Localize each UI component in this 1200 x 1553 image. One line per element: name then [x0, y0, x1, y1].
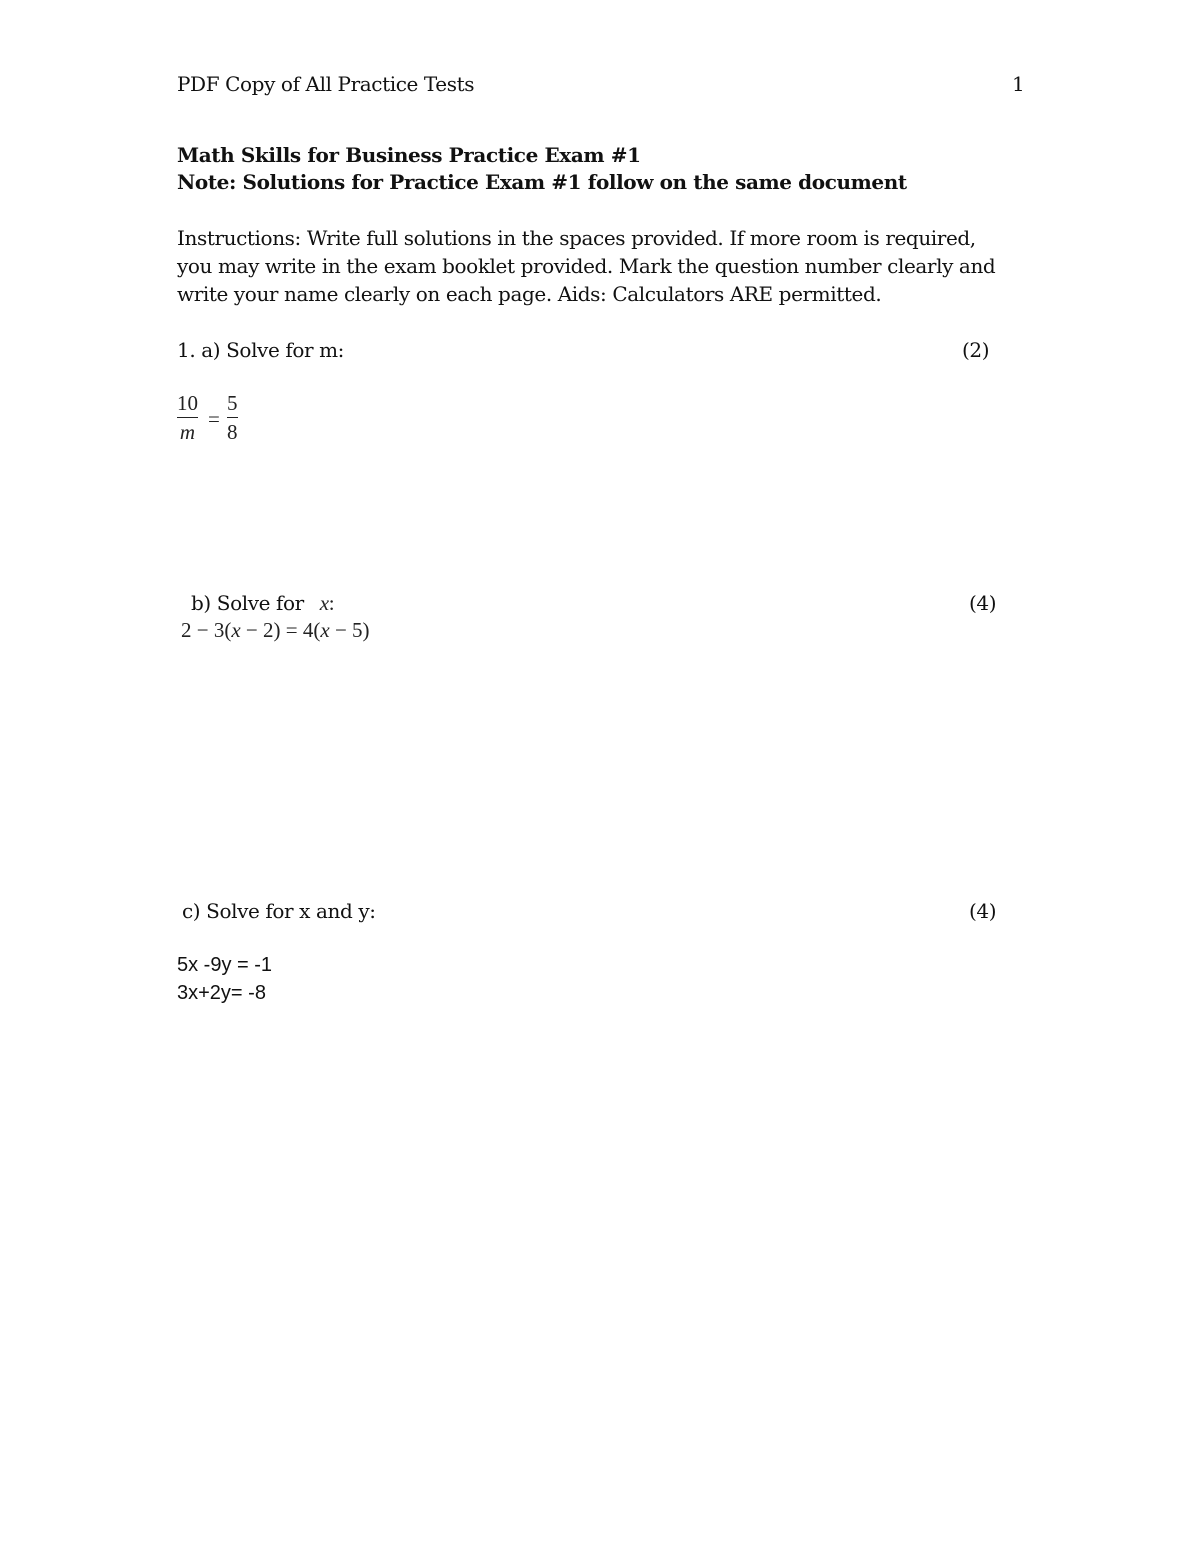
- question-1c-marks: (4): [969, 899, 997, 923]
- question-1b-text: b) Solve for: [191, 591, 304, 615]
- exam-title: Math Skills for Business Practice Exam #1: [177, 143, 641, 167]
- question-1c-equation-1: 5x -9y = -1: [177, 954, 273, 976]
- fraction-rhs-denominator: 8: [227, 420, 238, 444]
- question-1b-prompt: [191, 591, 334, 616]
- question-1a-marks: (2): [962, 338, 990, 362]
- equation-part: − 2) = 4(: [240, 618, 321, 642]
- question-1c-prompt: c) Solve for x and y:: [182, 899, 376, 923]
- equation-variable: x: [320, 618, 330, 642]
- equals-sign: =: [208, 407, 220, 431]
- instructions-line-2: you may write in the exam booklet provided. Mark the question number clearly and: [177, 254, 996, 278]
- equation-part: − 5): [329, 618, 370, 642]
- question-1b-marks: (4): [969, 591, 997, 615]
- question-1b-variable: x: [319, 591, 329, 615]
- equation-variable: x: [231, 618, 241, 642]
- question-1b-colon: :: [328, 591, 335, 615]
- fraction-rhs: [227, 391, 238, 444]
- fraction-bar: [177, 417, 198, 418]
- fraction-lhs-denominator: m: [179, 420, 196, 444]
- question-1a-prompt: 1. a) Solve for m:: [177, 338, 345, 362]
- instructions-line-3: write your name clearly on each page. Aids: Calculators ARE permitted.: [177, 282, 882, 306]
- fraction-bar: [227, 417, 238, 418]
- instructions-line-1: Instructions: Write full solutions in the spaces provided. If more room is required,: [177, 226, 976, 250]
- question-1b-equation: [181, 618, 370, 643]
- question-1c-equation-2: 3x+2y= -8: [177, 982, 266, 1004]
- fraction-rhs-numerator: 5: [227, 391, 238, 415]
- fraction-lhs: [177, 391, 198, 444]
- exam-note: Note: Solutions for Practice Exam #1 follow on the same document: [177, 170, 907, 194]
- running-header-title: PDF Copy of All Practice Tests: [177, 72, 475, 96]
- equation-part: 2 − 3(: [181, 618, 232, 642]
- page-number: 1: [1012, 72, 1025, 96]
- fraction-lhs-numerator: 10: [177, 391, 198, 415]
